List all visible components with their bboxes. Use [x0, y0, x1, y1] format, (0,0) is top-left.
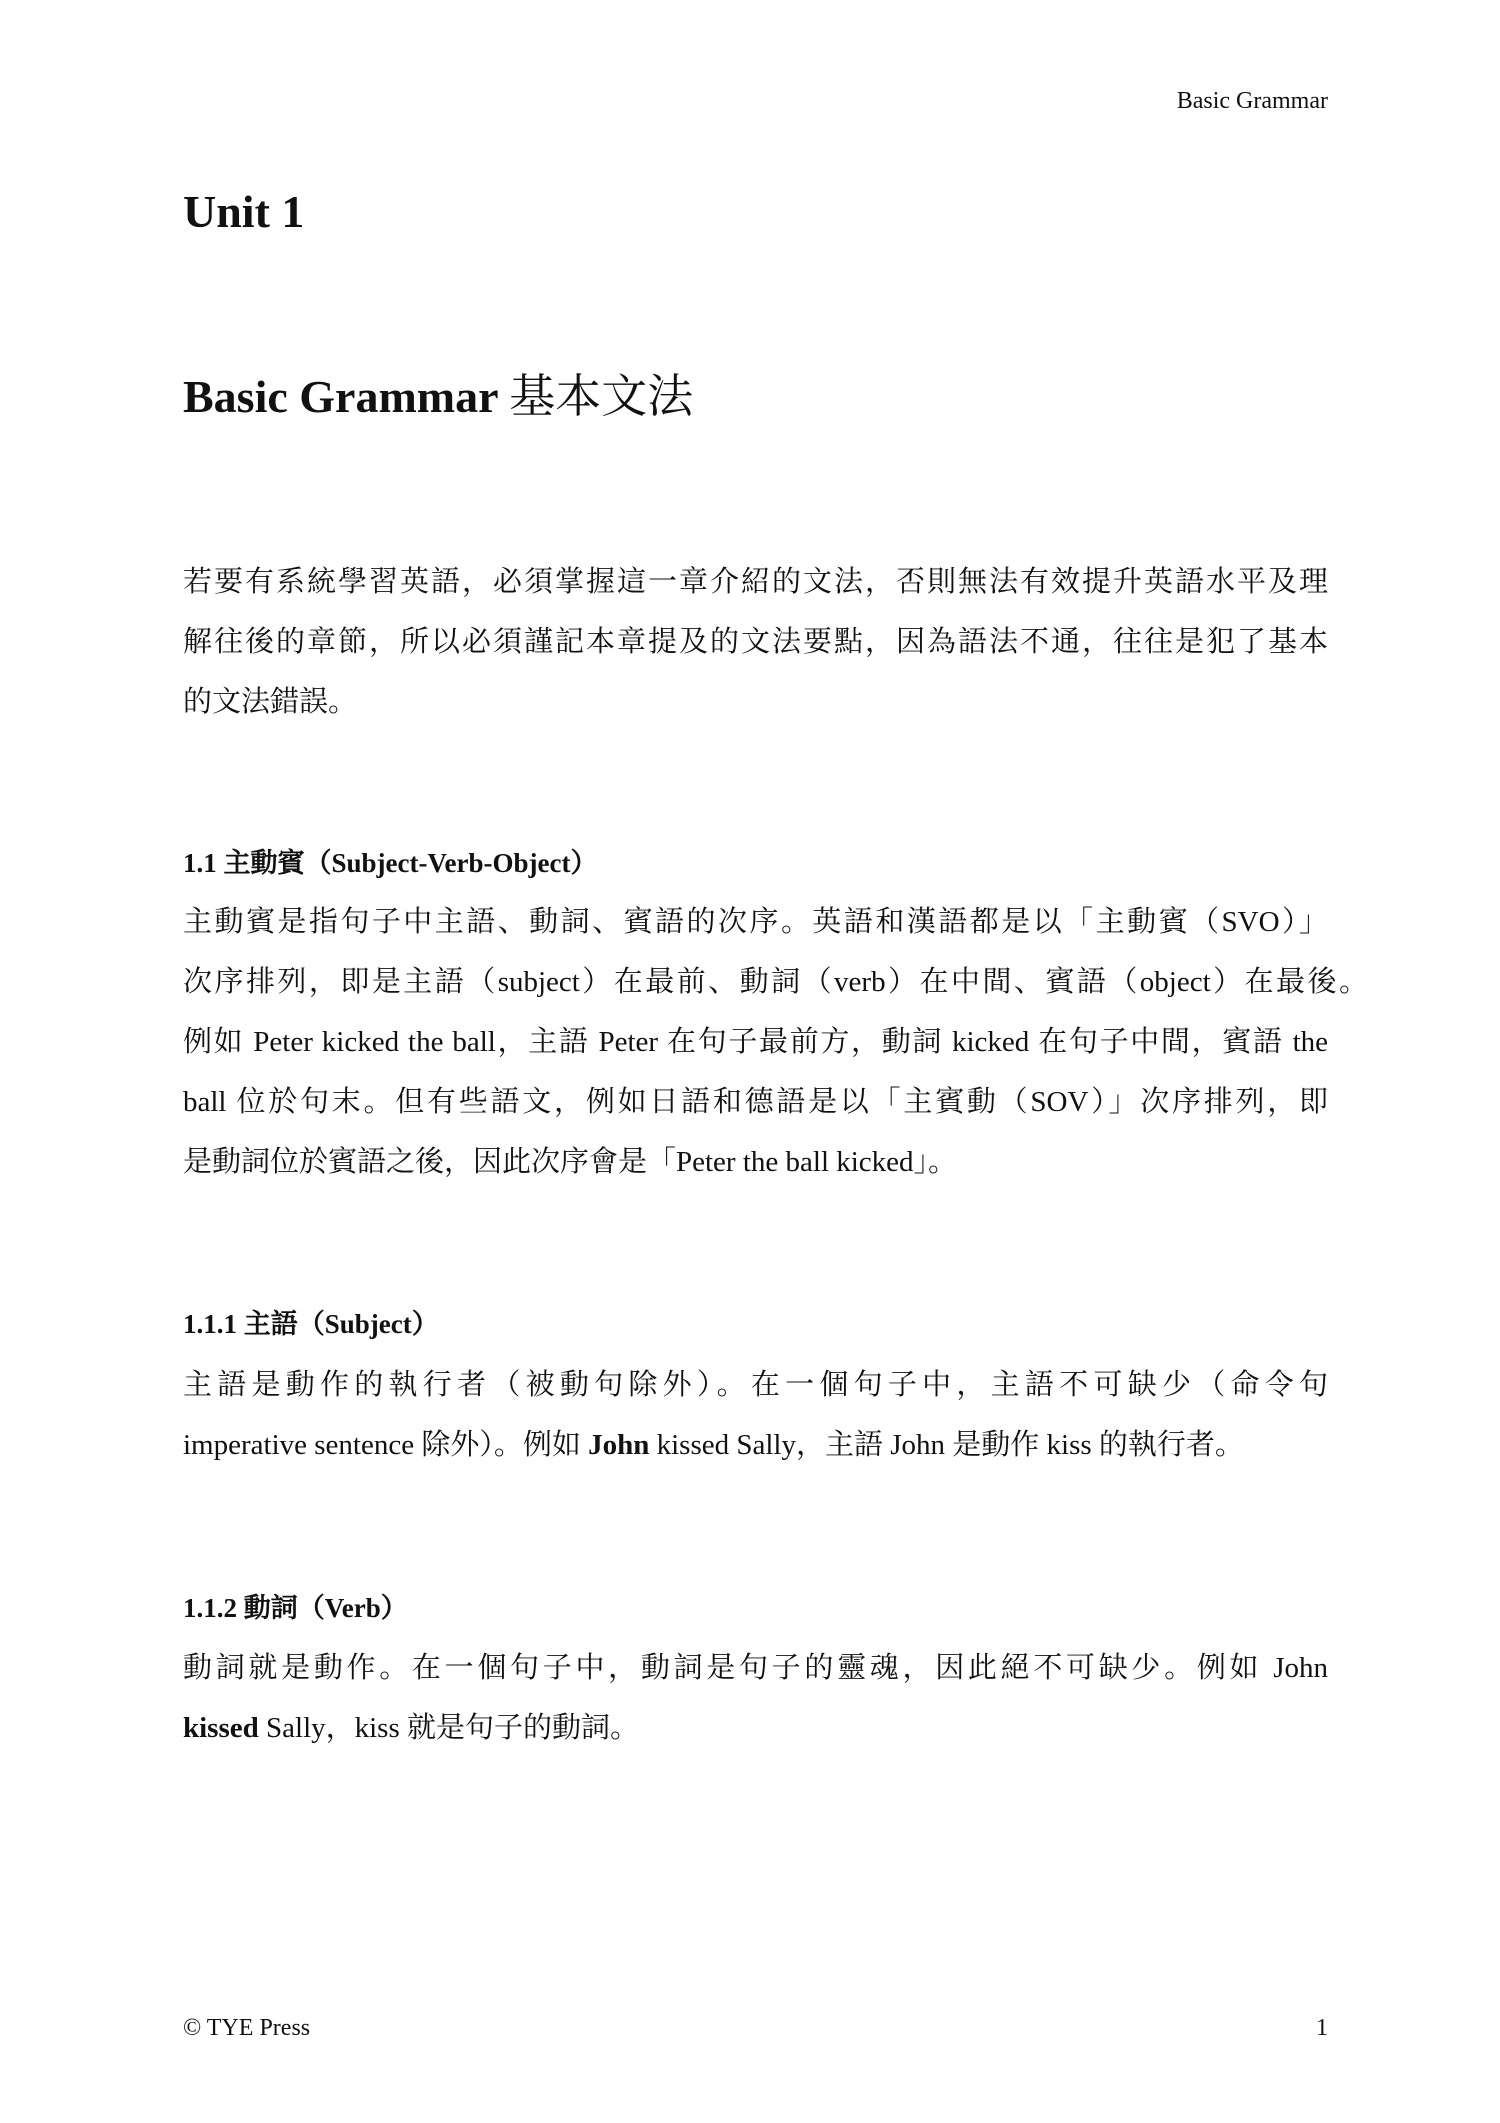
subject-line — [183, 1415, 1328, 1475]
verb-bold-word: kissed — [183, 1712, 259, 1744]
svo-paragraph — [183, 892, 1368, 1192]
svo-line: 是動詞位於賓語之後，因此次序會是「Peter the ball kicked」。 — [183, 1146, 958, 1178]
svo-line: 次序排列，即是主語（subject）在最前、動詞（verb）在中間、賓語（object）在最後。 — [183, 966, 1368, 998]
chapter-title — [183, 360, 693, 426]
verb-paragraph — [183, 1638, 1328, 1758]
intro-line: 的文法錯誤。 — [183, 686, 358, 718]
svo-line: ball 位於句末。但有些語文，例如日語和德語是以「主賓動（SOV）」次序排列，即 — [183, 1086, 1328, 1118]
subject-line: 主語是動作的執行者（被動句除外）。在一個句子中，主語不可缺少（命令句 — [183, 1369, 1328, 1401]
intro-line: 若要有系統學習英語，必須掌握這一章介紹的文法，否則無法有效提升英語水平及理 — [183, 566, 1328, 598]
unit-title: Unit 1 — [183, 186, 305, 237]
footer-page-number: 1 — [1316, 2015, 1328, 2041]
verb-line — [183, 1698, 1328, 1758]
subject-paragraph — [183, 1355, 1328, 1475]
intro-line: 解往後的章節，所以必須謹記本章提及的文法要點，因為語法不通，往往是犯了基本 — [183, 626, 1328, 658]
section-heading-svo: 1.1 主動賓（Subject-Verb-Object） — [183, 848, 598, 878]
verb-line: 動詞就是動作。在一個句子中，動詞是句子的靈魂，因此絕不可缺少。例如 John — [183, 1652, 1328, 1684]
section-heading-subject: 1.1.1 主語（Subject） — [183, 1309, 439, 1339]
subject-bold-word: John — [588, 1429, 650, 1461]
subject-text: kissed Sally，主語 John 是動作 kiss 的執行者。 — [649, 1429, 1244, 1461]
footer-publisher: © TYE Press — [183, 2015, 311, 2041]
svo-line: 主動賓是指句子中主語、動詞、賓語的次序。英語和漢語都是以「主動賓（SVO）」 — [183, 906, 1328, 938]
chapter-title-en: Basic Grammar — [183, 371, 498, 422]
svo-line: 例如 Peter kicked the ball，主語 Peter 在句子最前方，動詞 kicked 在句子中間，賓語 the — [183, 1026, 1328, 1058]
section-heading-verb: 1.1.2 動詞（Verb） — [183, 1593, 408, 1623]
running-header: Basic Grammar — [1176, 88, 1328, 114]
chapter-title-zh: 基本文法 — [509, 371, 694, 422]
verb-text: Sally，kiss 就是句子的動詞。 — [258, 1712, 640, 1744]
subject-text: imperative sentence 除外）。例如 — [183, 1429, 589, 1461]
intro-paragraph — [183, 552, 1328, 732]
